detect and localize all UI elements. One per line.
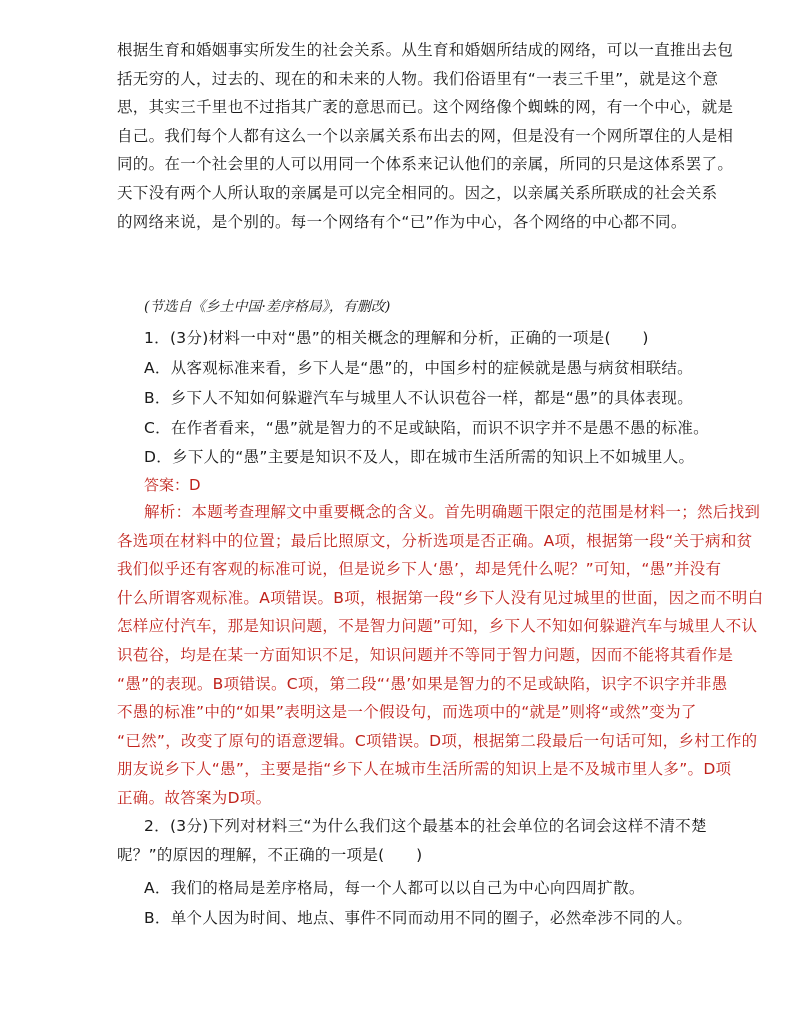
analysis-line: 识苞谷，均是在某一方面知识不足，知识问题并不等同于智力问题，因而不能将其看作是 [117, 645, 734, 664]
question-2-option-a: A．我们的格局是差序格局，每一个人都可以以自己为中心向四周扩散。 [144, 879, 645, 897]
analysis-line: 不愚的标准”中的“如果”表明这是一个假设句，而选项中的“就是”则将“或然”变为了 [117, 703, 697, 722]
passage-line: 思，其实三千里也不过指其广袤的意思而已。这个网络像个蜘蛛的网，有一个中心，就是 [117, 98, 734, 117]
passage-line: 括无穷的人，过去的、现在的和未来的人物。我们俗语里有“一表三千里”，就是这个意 [117, 69, 719, 88]
analysis-line: 什么所谓客观标准。A项错误。B项，根据第一段“乡下人没有见过城里的世面，因之而不明白 [117, 588, 764, 607]
analysis-line: “已然”，改变了原句的语意逻辑。C项错误。D项，根据第二段最后一句话可知，乡村工作的 [117, 731, 758, 750]
analysis-line: 怎样应付汽车，那是知识问题，不是智力问题”可知，乡下人不知如何躲避汽车与城里人不认 [117, 617, 758, 636]
passage-line: 同的。在一个社会里的人可以用同一个体系来记认他们的亲属，所同的只是这体系罢了。 [117, 155, 734, 174]
question-2-stem-line: 2．(3分)下列对材料三“为什么我们这个最基本的社会单位的名词会这样不清不楚 [144, 817, 707, 835]
question-1-analysis [117, 498, 764, 813]
analysis-line: “愚”的表现。B项错误。C项，第二段“‘愚’如果是智力的不足或缺陷，识字不识字并非愚 [117, 674, 728, 693]
analysis-line: 解析：本题考查理解文中重要概念的含义。首先明确题干限定的范围是材料一；然后找到 [144, 503, 761, 521]
question-1-option-d: D．乡下人的“愚”主要是知识不及人，即在城市生活所需的知识上不如城里人。 [144, 448, 695, 466]
passage-line: 天下没有两个人所认取的亲属是可以完全相同的。因之，以亲属关系所联成的社会关系 [117, 183, 718, 202]
question-2-stem [117, 812, 707, 869]
question-1-option-a: A．从客观标准来看，乡下人是“愚”的，中国乡村的症候就是愚与病贫相联结。 [144, 359, 693, 377]
question-1-stem: 1．(3分)材料一中对“愚”的相关概念的理解和分析，正确的一项是( ) [144, 329, 649, 347]
analysis-line: 各选项在材料中的位置；最后比照原文，分析选项是否正确。A项，根据第一段“关于病和贫 [117, 531, 753, 550]
analysis-line: 朋友说乡下人“愚”，主要是指“乡下人在城市生活所需的知识上是不及城市里人多”。D项 [117, 760, 732, 779]
passage-line: 的网络来说，是个别的。每一个网络有个“已”作为中心，各个网络的中心都不同。 [117, 212, 687, 231]
analysis-line: 正确。故答案为D项。 [117, 788, 272, 807]
question-2-option-b: B．单个人因为时间、地点、事件不同而动用不同的圈子，必然牵涉不同的人。 [144, 909, 693, 927]
passage-line: 根据生育和婚姻事实所发生的社会关系。从生育和婚姻所结成的网络，可以一直推出去包 [117, 41, 734, 59]
passage-paragraph [117, 36, 734, 236]
question-2-stem-line: 呢？”的原因的理解，不正确的一项是( ) [117, 845, 423, 864]
question-1-option-b: B．乡下人不知如何躲避汽车与城里人不认识苞谷一样，都是“愚”的具体表现。 [144, 389, 693, 407]
question-1-option-c: C．在作者看来，“愚”就是智力的不足或缺陷，而识不识字并不是愚不愚的标准。 [144, 419, 709, 437]
analysis-line: 我们似乎还有客观的标准可说，但是说乡下人‘愚’，却是凭什么呢？”可知，“愚”并没有 [117, 560, 722, 579]
question-1-answer: 答案：D [144, 476, 201, 494]
passage-source: (节选自《乡土中国·差序格局》，有删改) [144, 299, 391, 315]
passage-line: 自己。我们每个人都有这么一个以亲属关系布出去的网，但是没有一个网所罩住的人是相 [117, 126, 734, 145]
